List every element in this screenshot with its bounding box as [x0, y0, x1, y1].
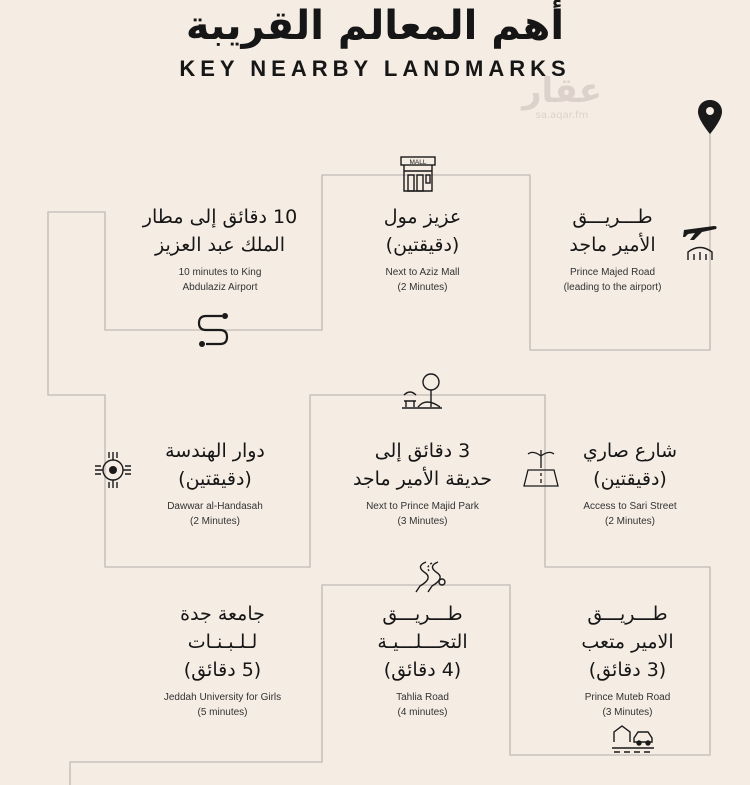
landmark-desc-en: Jeddah University for Girls (5 minutes) [163, 692, 282, 718]
mall-icon-label: MALL [409, 159, 427, 166]
landmark-card-prince-muteb-road [555, 600, 700, 720]
mall-icon [399, 155, 437, 193]
watermark-text: عقار [521, 71, 603, 111]
landmark-title-ar: دوار الهندسة (دقيقتين) [165, 440, 265, 490]
landmark-desc-en: Prince Majed Road (leading to the airport) [563, 267, 662, 293]
landmark-desc-en: Prince Muteb Road (3 Minutes) [584, 692, 671, 718]
route-icon [194, 312, 232, 348]
landmark-desc-en: Access to Sari Street (2 Minutes) [583, 501, 677, 527]
roundabout-icon [93, 450, 133, 490]
landmark-desc-en: Next to Aziz Mall (2 Minutes) [385, 267, 460, 293]
watermark-url: sa.aqar.fm [535, 110, 589, 121]
landmark-card-tahlia-road [350, 600, 495, 720]
landmark-title-ar: 3 دقائق إلى حديقة الأمير ماجد [352, 440, 493, 490]
landmark-title-ar: عزيز مول (دقيقتين) [383, 206, 462, 256]
landmark-card-prince-majed-road [540, 203, 685, 295]
park-icon [400, 371, 444, 411]
car-road-icon [610, 722, 656, 754]
landmark-card-jeddah-university [145, 600, 300, 720]
landmark-title-ar: طـــريـــق الامير متعب (3 دقائق) [581, 603, 674, 681]
landmark-card-aziz-mall [340, 203, 505, 295]
airplane-icon [680, 216, 720, 260]
landmark-title-ar: شارع صاري (دقيقتين) [582, 440, 678, 490]
landmark-title-ar: 10 دقائق إلى مطار الملك عبد العزيز [142, 206, 298, 256]
landmark-card-prince-majid-park [330, 437, 515, 529]
watermark [502, 72, 622, 122]
landmark-title-ar: طـــريـــق التحـــلـــيـة (4 دقائق) [377, 603, 468, 681]
landmark-desc-en: 10 minutes to King Abdulaziz Airport [178, 267, 262, 293]
landmark-card-dawwar-handasah [140, 437, 290, 529]
landmark-desc-en: Next to Prince Majid Park (3 Minutes) [366, 501, 479, 527]
landmark-desc-en: Dawwar al-Handasah (2 Minutes) [167, 501, 263, 527]
location-pin-icon [698, 100, 722, 134]
page-title-arabic: أهم المعالم القريبة [185, 3, 565, 49]
landmark-title-ar: طـــريـــق الأمير ماجد [569, 206, 656, 256]
landmark-card-airport [120, 203, 320, 295]
landmark-title-ar: جامعة جدة لـلـبـنـات (5 دقائق) [180, 603, 265, 681]
street-icon [522, 446, 560, 488]
winding-road-icon [412, 560, 450, 594]
page-title-english: KEY NEARBY LANDMARKS [179, 56, 571, 81]
landmark-desc-en: Tahlia Road (4 minutes) [396, 692, 449, 718]
landmark-card-sari-street [555, 437, 705, 529]
